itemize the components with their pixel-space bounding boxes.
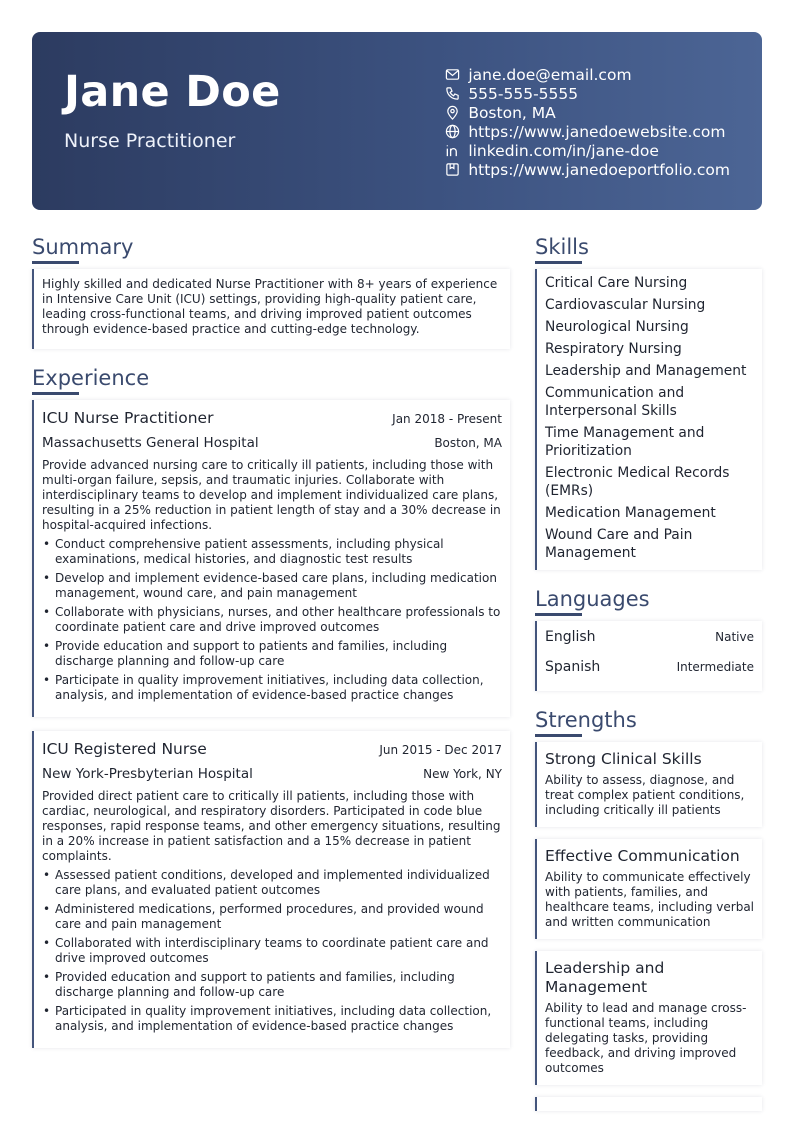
- bullet-item: • Provided education and support to patients and families, including discharge planning and follow-up care: [42, 970, 502, 1000]
- language-name: English: [545, 629, 596, 645]
- bullet-item: • Collaborate with physicians, nurses, and other healthcare professionals to coordinate patient care and drive improved outcomes: [42, 605, 502, 635]
- skill-item: Electronic Medical Records (EMRs): [545, 465, 730, 499]
- contact-phone-text: 555-555-5555: [468, 84, 579, 103]
- skill-item: Leadership and Management: [545, 363, 747, 379]
- summary-heading: Summary: [32, 235, 134, 259]
- bullet-item: • Conduct comprehensive patient assessments, including physical examinations, medical histories, and diagnostic test results: [42, 537, 502, 567]
- contact-portfolio-text: https://www.janedoeportfolio.com: [468, 160, 730, 179]
- contact-list: [445, 65, 730, 179]
- resume-header: [32, 32, 762, 210]
- phone-icon: [445, 86, 460, 101]
- experience-location: Boston, MA: [434, 436, 502, 450]
- contact-email[interactable]: [445, 65, 730, 84]
- skill-item: Cardiovascular Nursing: [545, 297, 706, 313]
- strength-card-cutoff: [535, 1097, 762, 1111]
- experience-bullets: [42, 537, 502, 703]
- strengths-section: [535, 707, 762, 1111]
- skill-item: Time Management and Prioritization: [545, 425, 705, 459]
- skills-card: [535, 269, 762, 570]
- experience-location: New York, NY: [423, 767, 502, 781]
- skills-section: [535, 234, 762, 570]
- summary-section: [32, 234, 510, 349]
- portfolio-icon: [445, 162, 460, 177]
- skill-item: Communication and Interpersonal Skills: [545, 385, 685, 419]
- language-name: Spanish: [545, 659, 601, 675]
- languages-heading: Languages: [535, 587, 650, 611]
- contact-linkedin-text: linkedin.com/in/jane-doe: [468, 141, 659, 160]
- bullet-item: • Develop and implement evidence-based care plans, including medication management, wound care, and pain management: [42, 571, 502, 601]
- languages-section: [535, 586, 762, 691]
- bullet-item: • Administered medications, performed procedures, and provided wound care and pain management: [42, 902, 502, 932]
- experience-description: Provided direct patient care to critically ill patients, including those with cardiac, neurological, and respiratory disorders. Participated in code blue responses, rapid response teams, and other emergency situations, resulting in a 20% increase in patient satisfaction and a 15% decrease in patient complaints.: [42, 789, 501, 863]
- experience-company: Massachusetts General Hospital: [42, 435, 259, 451]
- bullet-item: • Assessed patient conditions, developed and implemented individualized care plans, and evaluated patient outcomes: [42, 868, 502, 898]
- language-level: Intermediate: [676, 660, 754, 674]
- person-name: Jane Doe: [64, 67, 281, 117]
- strength-card: [535, 742, 762, 827]
- experience-job-title: ICU Nurse Practitioner: [42, 409, 214, 427]
- strength-card: [535, 951, 762, 1085]
- experience-section: [32, 365, 510, 1048]
- strength-description: Ability to lead and manage cross-functional teams, including delegating tasks, providing feedback, and driving improved outcomes: [545, 1001, 747, 1075]
- summary-text: Highly skilled and dedicated Nurse Practitioner with 8+ years of experience in Intensive Care Unit (ICU) settings, providing high-quality patient care, leading cross-functional teams, and driving improved patient outcomes through evidence-based practice and cutting-edge technology.: [42, 277, 498, 336]
- contact-website[interactable]: [445, 122, 730, 141]
- contact-website-text: https://www.janedoewebsite.com: [468, 122, 726, 141]
- bullet-item: • Collaborated with interdisciplinary teams to coordinate patient care and drive improved outcomes: [42, 936, 502, 966]
- section-underline: [32, 261, 79, 264]
- contact-phone[interactable]: [445, 84, 730, 103]
- strength-title: Effective Communication: [545, 847, 740, 865]
- section-underline: [535, 734, 582, 737]
- contact-email-text: jane.doe@email.com: [468, 65, 632, 84]
- right-column: [535, 234, 762, 1111]
- skill-item: Respiratory Nursing: [545, 341, 682, 357]
- summary-card: [32, 269, 510, 349]
- skill-item: Critical Care Nursing: [545, 275, 688, 291]
- strength-title: Leadership and Management: [545, 959, 665, 996]
- skills-heading: Skills: [535, 235, 589, 259]
- experience-dates: Jun 2015 - Dec 2017: [379, 743, 502, 757]
- contact-location: [445, 103, 730, 122]
- section-underline: [535, 261, 582, 264]
- language-level: Native: [715, 630, 754, 644]
- skill-item: Medication Management: [545, 505, 716, 521]
- section-underline: [32, 392, 79, 395]
- skill-item: Wound Care and Pain Management: [545, 527, 693, 561]
- contact-portfolio[interactable]: [445, 160, 730, 179]
- email-icon: [445, 67, 460, 82]
- contact-linkedin[interactable]: [445, 141, 730, 160]
- bullet-item: • Participate in quality improvement initiatives, including data collection, analysis, and implementation of evidence-based practice changes: [42, 673, 502, 703]
- bullet-item: • Participated in quality improvement initiatives, including data collection, analysis, and implementation of evidence-based practice changes: [42, 1004, 502, 1034]
- experience-company: New York-Presbyterian Hospital: [42, 766, 253, 782]
- contact-location-text: Boston, MA: [468, 103, 556, 122]
- language-row: [545, 655, 754, 685]
- strengths-heading: Strengths: [535, 708, 637, 732]
- section-underline: [535, 613, 582, 616]
- globe-icon: [445, 124, 460, 139]
- experience-entry: [32, 731, 510, 1048]
- linkedin-icon: [445, 143, 460, 158]
- location-pin-icon: [445, 105, 460, 120]
- strength-description: Ability to assess, diagnose, and treat complex patient conditions, including critically ill patients: [545, 773, 745, 817]
- experience-dates: Jan 2018 - Present: [392, 412, 502, 426]
- language-row: [545, 625, 754, 655]
- experience-description: Provide advanced nursing care to critically ill patients, including those with multi-organ failure, sepsis, and traumatic injuries. Collaborate with interdisciplinary teams to develop and implement individualized care plans, resulting in a 25% reduction in patient length of stay and a 30% decrease in hospital-acquired infections.: [42, 458, 501, 532]
- languages-card: [535, 621, 762, 691]
- experience-entry: [32, 400, 510, 717]
- strength-title: Strong Clinical Skills: [545, 750, 702, 768]
- job-title-headline: Nurse Practitioner: [64, 130, 236, 152]
- experience-job-title: ICU Registered Nurse: [42, 740, 207, 758]
- strength-description: Ability to communicate effectively with patients, families, and healthcare teams, including verbal and written communication: [545, 870, 755, 929]
- strength-card: [535, 839, 762, 939]
- skill-item: Neurological Nursing: [545, 319, 689, 335]
- left-column: [32, 234, 510, 1111]
- bullet-item: • Provide education and support to patients and families, including discharge planning and follow-up care: [42, 639, 502, 669]
- experience-bullets: [42, 868, 502, 1034]
- content-columns: [32, 234, 762, 1111]
- experience-heading: Experience: [32, 366, 150, 390]
- identity-block: [64, 66, 281, 152]
